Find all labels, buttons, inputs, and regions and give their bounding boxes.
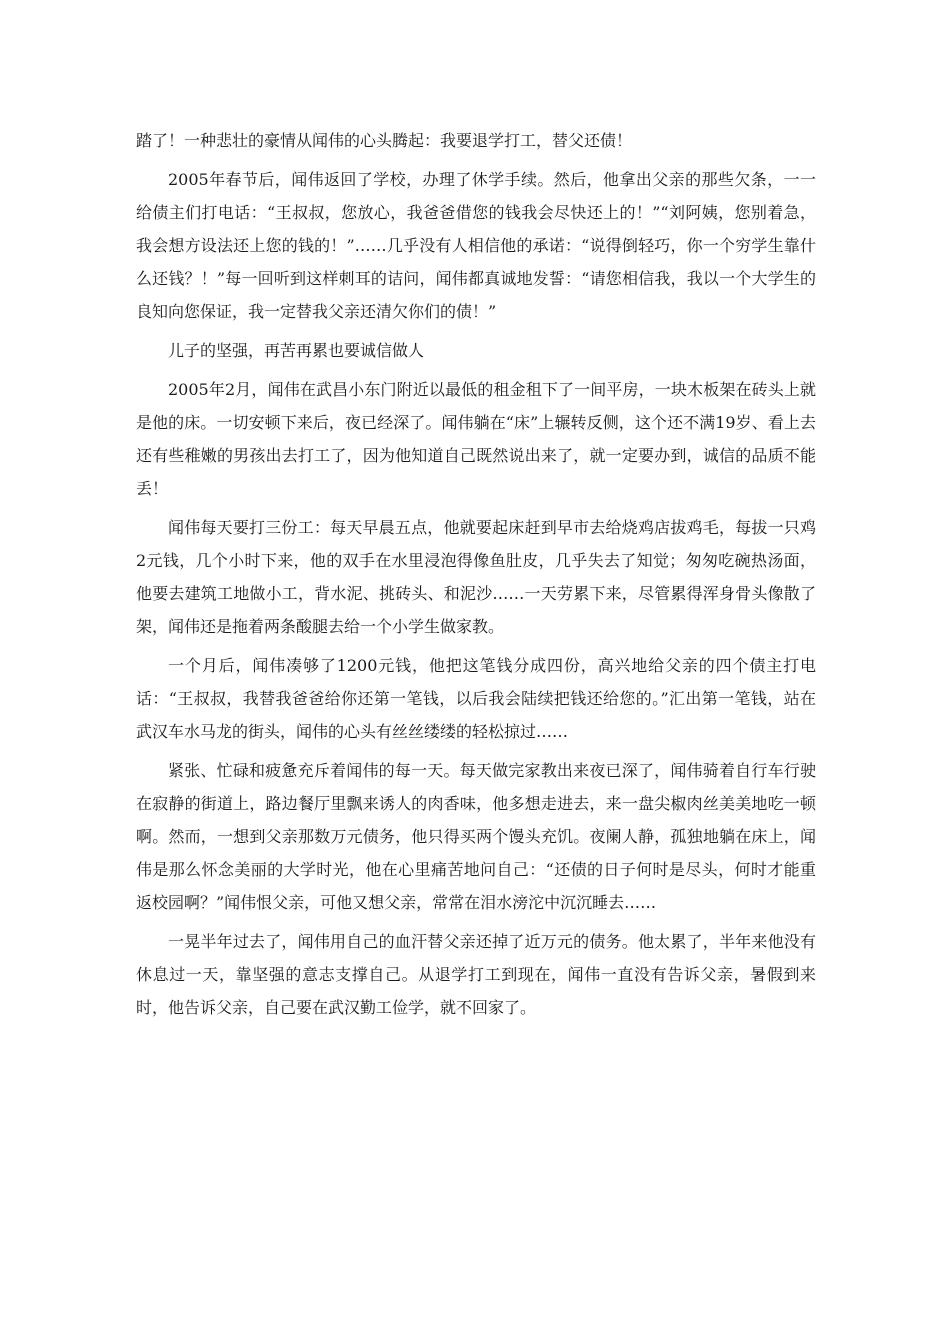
paragraph: 2005年春节后，闻伟返回了学校，办理了休学手续。然后，他拿出父亲的那些欠条，一一给债主们打电话：“王叔叔，您放心，我爸爸借您的钱我会尽快还上的！”“刘阿姨，您别着急，我会想方设法还上您的钱的！”……几乎没有人相信他的承诺：“说得倒轻巧，你一个穷学生靠什么还钱？！”每一回听到这样刺耳的诘问，闻伟都真诚地发誓：“请您相信我，我以一个大学生的良知向您保证，我一定替我父亲还清欠你们的债！” (136, 170, 816, 321)
paragraph: 紧张、忙碌和疲惫充斥着闻伟的每一天。每天做完家教出来夜已深了，闻伟骑着自行车行驶在寂静的街道上，路边餐厅里飘来诱人的肉香味，他多想走进去，来一盘尖椒肉丝美美地吃一顿啊。然而，一想到父亲那数万元债务，他只得买两个馒头充饥。夜阑人静，孤独地躺在床上，闻伟是那么怀念美丽的大学时光，他在心里痛苦地问自己：“还债的日子何时是尽头，何时才能重返校园啊？”闻伟恨父亲，可他又想父亲，常常在泪水滂沱中沉沉睡去…… (136, 761, 816, 912)
paragraph: 2005年2月，闻伟在武昌小东门附近以最低的租金租下了一间平房，一块木板架在砖头上就是他的床。一切安顿下来后，夜已经深了。闻伟躺在“床”上辗转反侧，这个还不满19岁、看上去还有些稚嫩的男孩出去打工了，因为他知道自己既然说出来了，就一定要办到，诚信的品质不能丢！ (136, 380, 816, 498)
paragraph: 一晃半年过去了，闻伟用自己的血汗替父亲还掉了近万元的债务。他太累了，半年来他没有休息过一天，靠坚强的意志支撑自己。从退学打工到现在，闻伟一直没有告诉父亲，暑假到来时，他告诉父亲，自己要在武汉勤工俭学，就不回家了。 (136, 932, 816, 1017)
document-body (136, 124, 816, 1030)
paragraph: 踏了！一种悲壮的豪情从闻伟的心头腾起：我要退学打工，替父还债！ (136, 131, 633, 150)
section-heading: 儿子的坚强，再苦再累也要诚信做人 (168, 341, 425, 360)
paragraph: 闻伟每天要打三份工：每天早晨五点，他就要起床赶到早市去给烧鸡店拔鸡毛，每拔一只鸡2元钱，几个小时下来，他的双手在水里浸泡得像鱼肚皮，几乎失去了知觉；匆匆吃碗热汤面，他要去建筑工地做小工，背水泥、挑砖头、和泥沙……一天劳累下来，尽管累得浑身骨头像散了架，闻伟还是拖着两条酸腿去给一个小学生做家教。 (136, 518, 816, 636)
paragraph: 一个月后，闻伟凑够了1200元钱，他把这笔钱分成四份，高兴地给父亲的四个债主打电话：“王叔叔，我替我爸爸给你还第一笔钱，以后我会陆续把钱还给您的。”汇出第一笔钱，站在武汉车水马龙的街头，闻伟的心头有丝丝缕缕的轻松掠过…… (136, 656, 816, 741)
